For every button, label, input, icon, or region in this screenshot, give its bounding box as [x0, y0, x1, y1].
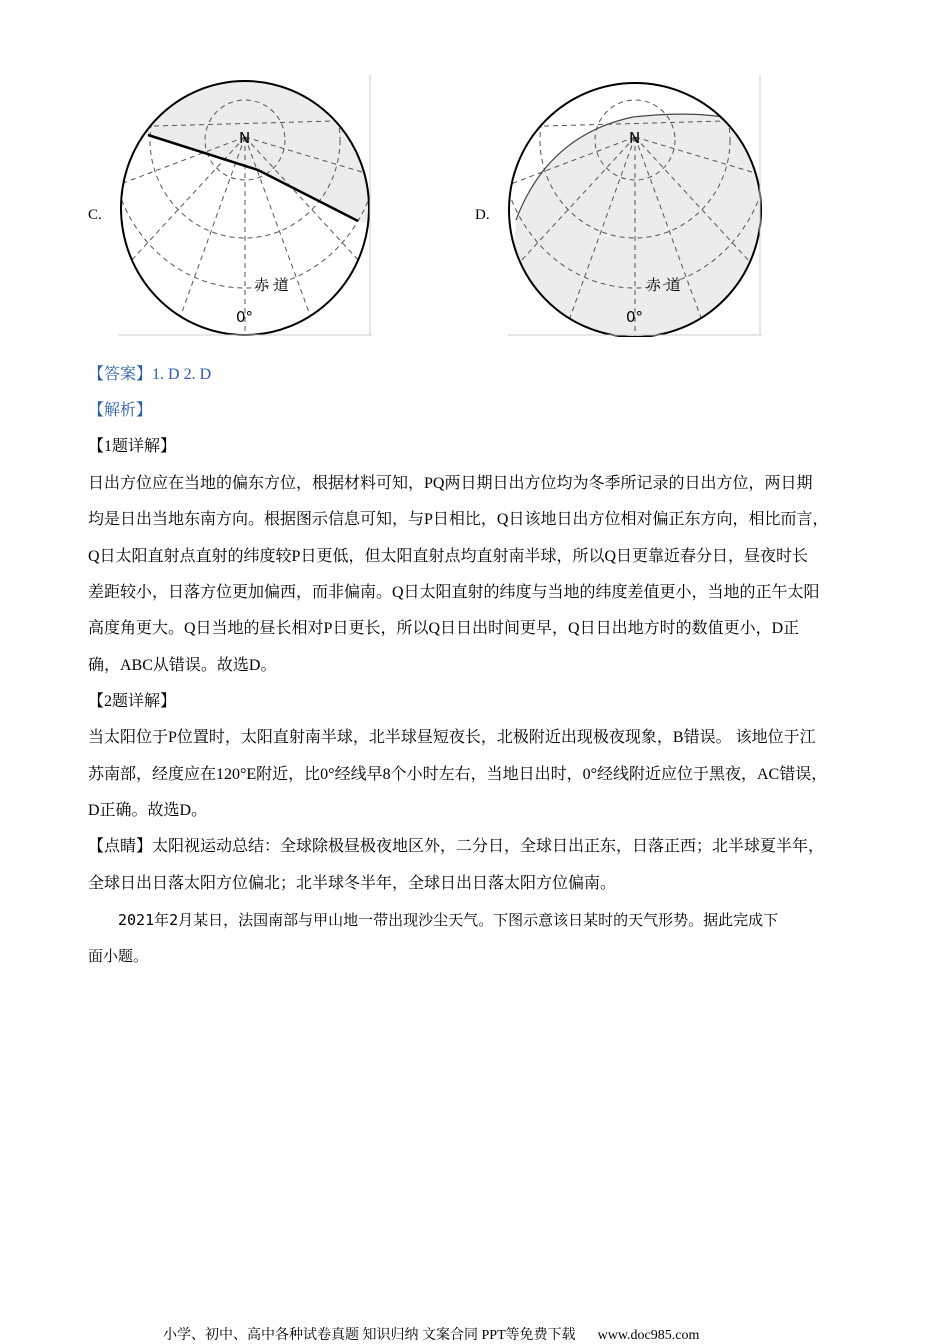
page-footer [163, 1324, 699, 1344]
next-question-line: 面小题。 [88, 947, 149, 965]
tip-line: 【点睛】太阳视运动总结：全球除极昼极夜地区外，二分日，全球日出正东，日落正西；北半球夏半年， [88, 838, 825, 855]
q1-heading: 【1题详解】 [88, 438, 177, 455]
north-pole-label: N [629, 129, 641, 147]
answer-line [88, 365, 211, 385]
footer-text: 小学、初中、高中各种试卷真题 知识归纳 文案合同 PPT等免费下载 [163, 1328, 576, 1343]
next-question-line: 2021年2月某日，法国南部与甲山地一带出现沙尘天气。下图示意该日某时的天气形势。据此完成下 [118, 911, 779, 929]
option-d-globe-diagram [508, 75, 762, 337]
q1-line: 均是日出当地东南方向。根据图示信息可知，与P日相比，Q日该地日出方位相对偏正东方向，相比而言， [88, 511, 829, 528]
q1-line: 日出方位应在当地的偏东方位，根据材料可知，PQ两日期日出方位均为冬季所记录的日出方位，两日期 [88, 475, 813, 492]
equator-label: 赤 道 [254, 276, 289, 294]
prime-meridian-label: 0° [626, 308, 644, 326]
answer-tag: 【答案】 [88, 366, 153, 383]
option-c-label: C. [88, 207, 102, 223]
option-d-label: D. [475, 207, 490, 223]
q2-heading: 【2题详解】 [88, 693, 177, 710]
q2-line: 苏南部，经度应在120°E附近，比0°经线早8个小时左右，当地日出时，0°经线附近应位于黑夜，AC错误， [88, 766, 828, 783]
answer-text: 1. D 2. D [152, 366, 212, 383]
q2-line: D正确。故选D。 [88, 802, 208, 819]
option-c-globe-diagram [118, 75, 372, 337]
q1-line: 差距较小，日落方位更加偏西，而非偏南。Q日太阳直射的纬度与当地的纬度差值更小，当地的正午太阳 [88, 584, 820, 601]
q2-line: 当太阳位于P位置时，太阳直射南半球，北半球昼短夜长，北极附近出现极夜现象，B错误。 该地位于江 [88, 729, 816, 746]
prime-meridian-label: 0° [236, 308, 254, 326]
tip-line: 全球日出日落太阳方位偏北；北半球冬半年，全球日出日落太阳方位偏南。 [88, 875, 617, 892]
q1-line: 高度角更大。Q日当地的昼长相对P日更长，所以Q日日出时间更早，Q日日出地方时的数值更小，D正 [88, 620, 800, 637]
footer-link[interactable]: www.doc985.com [597, 1328, 700, 1343]
q1-line: 确，ABC从错误。故选D。 [88, 657, 277, 674]
equator-label: 赤 道 [646, 276, 681, 294]
analysis-heading: 【解析】 [88, 402, 153, 419]
north-pole-label: N [239, 129, 251, 147]
q1-line: Q日太阳直射点直射的纬度较P日更低，但太阳直射点均直射南半球，所以Q日更靠近春分日，昼夜时长 [88, 548, 809, 565]
